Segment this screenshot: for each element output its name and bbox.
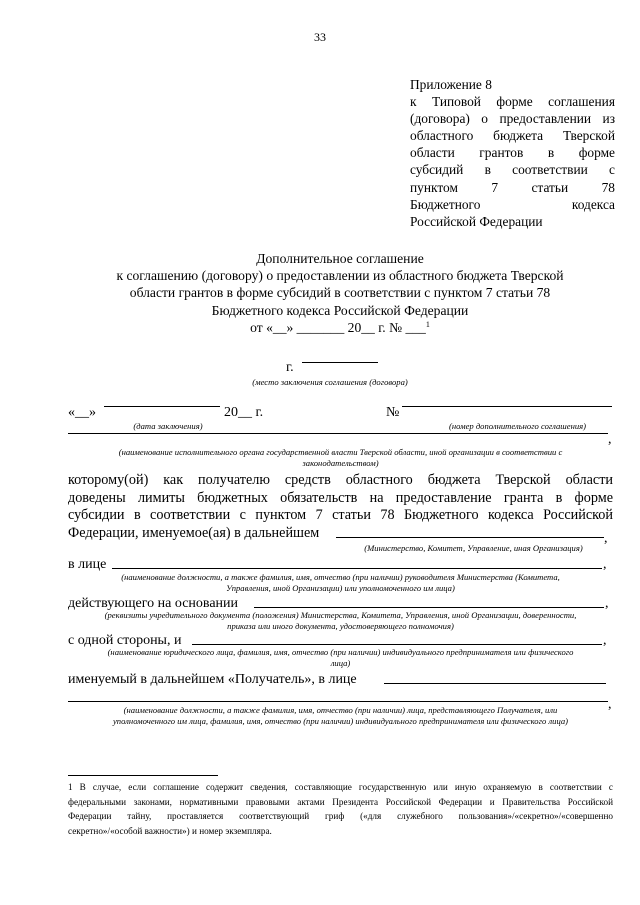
recipient-field-1[interactable] [384,683,606,684]
organ-caption [68,447,613,469]
footnote [68,780,613,838]
basis-caption [68,610,613,632]
party-caption-line: (наименование юридического лица, фамилия, имя, отчество (при наличии) индивидуального предпринимателя или физического [107,647,574,657]
person-field[interactable] [112,568,602,569]
recipient-caption-line: (наименование должности, а также фамилия, имя, отчество (при наличии) лица, представляющего Получателя, или [123,705,558,715]
date-month-field[interactable] [104,406,220,407]
organ-field[interactable] [68,433,608,434]
title-date-number: от «__» _______ 20__ г. № ___ [250,319,426,335]
footnote-line: Федерации тайну, проставляется соответствующий гриф («для служебного пользования»/«секретно»/«совершенно [68,811,613,822]
appendix-line: Бюджетного кодекса [410,196,615,212]
appendix-line: субсидий в соответствии с [410,162,615,178]
recipient-label: именуемый в дальнейшем «Получатель», в лице [68,672,357,687]
organ-comma: , [608,432,612,447]
appendix-line: к Типовой форме соглашения [410,94,615,110]
number-sign: № [386,405,400,420]
number-caption: (номер дополнительного соглашения) [449,421,586,431]
basis-caption-line: (реквизиты учредительного документа (положения) Министерства, Комитета, Управления, иной Организации, доверенности, [104,610,577,620]
title-line: Бюджетного кодекса Российской Федерации [211,302,469,318]
date-day-quote: «__» [68,405,96,420]
recipient-field-2[interactable] [68,701,608,702]
title-line: области грантов в форме субсидий в соответствии с пунктом 7 статьи 78 [129,285,551,301]
recipient-caption-line: уполномоченного им лица, фамилия, имя, отчество (при наличии) индивидуального предпринимателя или физического лица) [112,716,569,726]
organ-caption-line: законодательством) [302,458,379,468]
footnote-mark: 1 [425,319,430,329]
appendix-line: области грантов в форме [410,145,615,161]
document-title [40,250,640,336]
party-comma: , [603,633,607,648]
place-caption: (место заключения соглашения (договора) [252,377,408,387]
organ-caption-line: (наименование исполнительного органа государственной власти Тверской области, иной организации в соответствии с [118,447,563,457]
person-caption [68,572,613,594]
appendix-header [410,76,615,230]
person-caption-line: (наименование должности, а также фамилия, имя, отчество (при наличии) руководителя Министерства (Комитета, [121,572,560,582]
page-number: 33 [314,30,326,44]
paragraph-line: которому(ой) как получателю средств областного бюджета Тверской области [68,472,613,488]
party-caption-line: лица) [330,658,351,668]
appendix-line: Приложение 8 [410,77,492,92]
place-prefix: г. [286,360,294,375]
title-date-line [40,319,640,336]
paragraph-line: доведены лимиты бюджетных обязательств на предоставление гранта в форме [68,489,613,506]
person-label: в лице [68,557,107,572]
appendix-line: Российской Федерации [410,213,543,229]
date-caption: (дата заключения) [133,421,203,431]
appendix-line: областного бюджета Тверской [410,128,615,144]
paragraph-line: Федерации, именуемое(ая) в дальнейшем [68,524,320,541]
party-caption [68,647,613,669]
person-caption-line: Управления, иной Организации) или уполномоченного им лица) [226,583,455,593]
ministry-comma: , [604,531,608,546]
date-year: 20__ г. [224,405,264,420]
title-line: к соглашению (договору) о предоставлении из областного бюджета Тверской [116,268,564,284]
person-comma: , [603,557,607,572]
appendix-line: пунктом 7 статьи 78 [410,179,615,195]
footnote-separator [68,775,218,776]
footnote-line: секретно»/«особой важности») и номер экземпляра. [68,825,272,836]
footnote-line: 1 В случае, если соглашение содержит сведения, составляющие государственную или иную охраняемую в соответствии с [68,782,613,792]
recipient-paragraph [68,472,613,542]
basis-caption-line: приказа или иного документа, удостоверяющего полномочия) [227,621,454,631]
basis-field[interactable] [254,607,604,608]
paragraph-line: субсидии в соответствии с пунктом 7 статьи 78 Бюджетного кодекса Российской [68,507,613,524]
basis-comma: , [605,596,609,611]
appendix-line: (договора) о предоставлении из [410,111,615,127]
recipient-comma: , [608,697,612,712]
recipient-caption [68,705,613,727]
footnote-line: федеральными законами, нормативными правовыми актами Президента Российской Федерации и Правительства Российской [68,796,613,807]
number-field[interactable] [402,406,612,407]
ministry-field[interactable] [336,537,604,538]
place-field[interactable] [302,362,378,363]
party-label: с одной стороны, и [68,633,182,648]
party-field[interactable] [192,644,602,645]
title-line: Дополнительное соглашение [256,251,424,266]
basis-label: действующего на основании [68,596,239,611]
ministry-caption: (Министерство, Комитет, Управление, иная Организация) [364,543,583,553]
